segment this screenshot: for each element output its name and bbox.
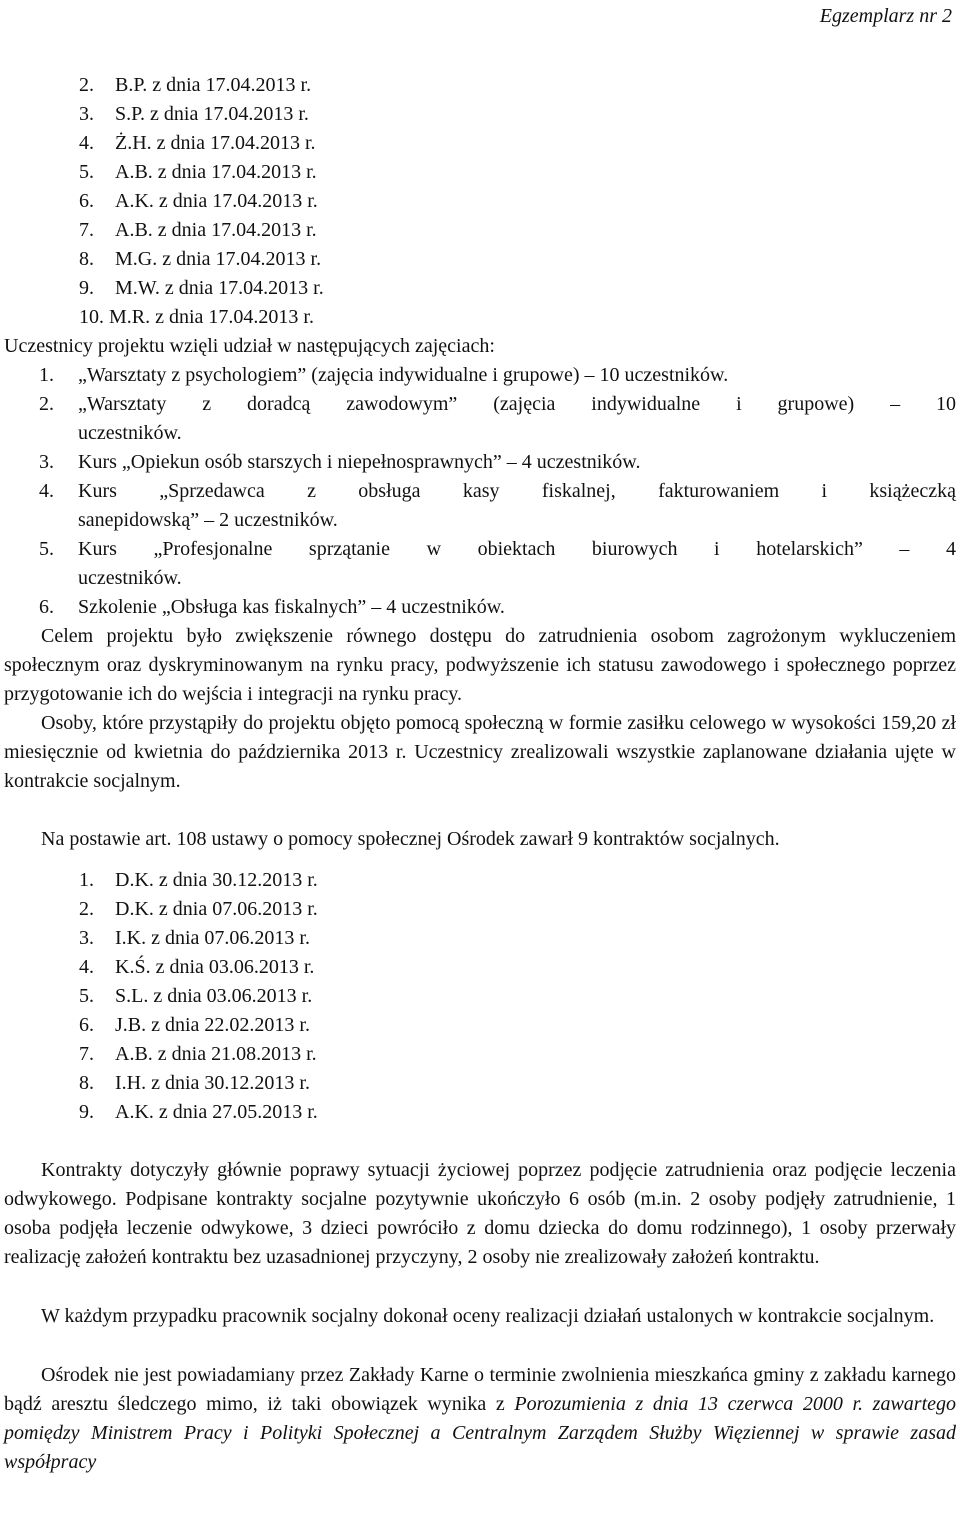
list-item: 6. A.K. z dnia 17.04.2013 r. — [79, 190, 318, 212]
list-item: 3. I.K. z dnia 07.06.2013 r. — [79, 927, 310, 949]
list-item: 5. Kurs „Profesjonalne sprzątanie w obiektach biurowych i hotelarskich” – 4 uczestników. — [39, 538, 956, 589]
list-item: 8. M.G. z dnia 17.04.2013 r. — [79, 248, 322, 270]
contracts-list — [4, 866, 956, 1127]
list-item: 7. A.B. z dnia 21.08.2013 r. — [79, 1043, 317, 1065]
list-item: 7. A.B. z dnia 17.04.2013 r. — [79, 219, 317, 241]
list-item: 6. J.B. z dnia 22.02.2013 r. — [79, 1014, 310, 1036]
copy-number-label: Egzemplarz nr 2 — [819, 5, 952, 27]
contracts-result-paragraph: Kontrakty dotyczyły głównie poprawy sytuacji życiowej poprzez podjęcie zatrudnienia oraz podjęcie leczenia odwykowego. Podpisane kontrakty socjalne pozytywnie ukończyło 6 osób (m.in. 2 osoby podjęły zatrudnienie, 1 osoba podjęła leczenie odwykowe, 3 dzieci powróciło z domu dziecka do domu rodzinnego), 1 osoby przerwały realizację założeń kontraktu bez uzasadnionej przyczyny, 2 osoby nie zrealizowały założeń kontraktu. — [4, 1159, 956, 1268]
participants-list — [4, 71, 956, 332]
goal-paragraph: Celem projektu było zwiększenie równego dostępu do zatrudnienia osobom zagrożonym wykluczeniem społecznym oraz dyskryminowanym na rynku pracy, podwyższenie ich statusu zawodowego i społecznego poprzez przygotowanie ich do wejścia i integracji na rynku pracy. — [4, 625, 956, 705]
list-item: 4. K.Ś. z dnia 03.06.2013 r. — [79, 956, 315, 978]
list-item: 5. A.B. z dnia 17.04.2013 r. — [79, 161, 317, 183]
list-item: 4. Kurs „Sprzedawca z obsługa kasy fiskalnej, fakturowaniem i książeczką sanepidowską” – 2 uczestników. — [39, 480, 956, 531]
list-item: 2. „Warsztaty z doradcą zawodowym” (zajęcia indywidualne i grupowe) – 10 uczestników. — [39, 393, 956, 444]
list-item: 10. M.R. z dnia 17.04.2013 r. — [79, 306, 314, 328]
classes-intro: Uczestnicy projektu wzięli udział w następujących zajęciach: — [4, 335, 495, 357]
list-item: 9. M.W. z dnia 17.04.2013 r. — [79, 277, 324, 299]
allowance-paragraph: Osoby, które przystąpiły do projektu objęto pomocą społeczną w formie zasiłku celowego w wysokości 159,20 zł miesięcznie od kwietnia do października 2013 r. Uczestnicy zrealizowali wszystkie zaplanowane działania ujęte w kontrakcie socjalnym. — [4, 712, 956, 792]
prison-release-paragraph: Ośrodek nie jest powiadamiany przez Zakłady Karne o terminie zwolnienia mieszkańca gminy z zakładu karnego bądź aresztu śledczego mimo, iż taki obowiązek wynika z Porozumienia z dnia 13 czerwca 2000 r. zawartego pomiędzy Ministrem Pracy i Polityki Społecznej a Centralnym Zarządem Służby Więziennej w sprawie zasad współpracy — [4, 1364, 956, 1473]
list-item: 8. I.H. z dnia 30.12.2013 r. — [79, 1072, 310, 1094]
list-item: 3. S.P. z dnia 17.04.2013 r. — [79, 103, 309, 125]
assessment-paragraph: W każdym przypadku pracownik socjalny dokonał oceny realizacji działań ustalonych w kontrakcie socjalnym. — [41, 1305, 935, 1327]
list-item: 1. „Warsztaty z psychologiem” (zajęcia indywidualne i grupowe) – 10 uczestników. — [39, 364, 729, 386]
document-body — [4, 71, 956, 1477]
list-item: 9. A.K. z dnia 27.05.2013 r. — [79, 1101, 318, 1123]
list-item: 2. D.K. z dnia 07.06.2013 r. — [79, 898, 318, 920]
list-item: 5. S.L. z dnia 03.06.2013 r. — [79, 985, 313, 1007]
list-item: 6. Szkolenie „Obsługa kas fiskalnych” – 4 uczestników. — [39, 596, 505, 618]
list-item: 4. Ż.H. z dnia 17.04.2013 r. — [79, 132, 316, 154]
agreement-title: Porozumienia z dnia 13 czerwca 2000 r. zawartego pomiędzy Ministrem Pracy i Polityki Społecznej a Centralnym Zarządem Służby Więziennej w sprawie zasad współpracy — [4, 1393, 956, 1473]
list-item: 2. B.P. z dnia 17.04.2013 r. — [79, 74, 312, 96]
classes-list — [4, 361, 956, 622]
contracts-intro-paragraph: Na postawie art. 108 ustawy o pomocy społecznej Ośrodek zawarł 9 kontraktów socjalnych. — [41, 828, 780, 850]
list-item: 3. Kurs „Opiekun osób starszych i niepełnosprawnych” – 4 uczestników. — [39, 451, 641, 473]
list-item: 1. D.K. z dnia 30.12.2013 r. — [79, 869, 318, 891]
